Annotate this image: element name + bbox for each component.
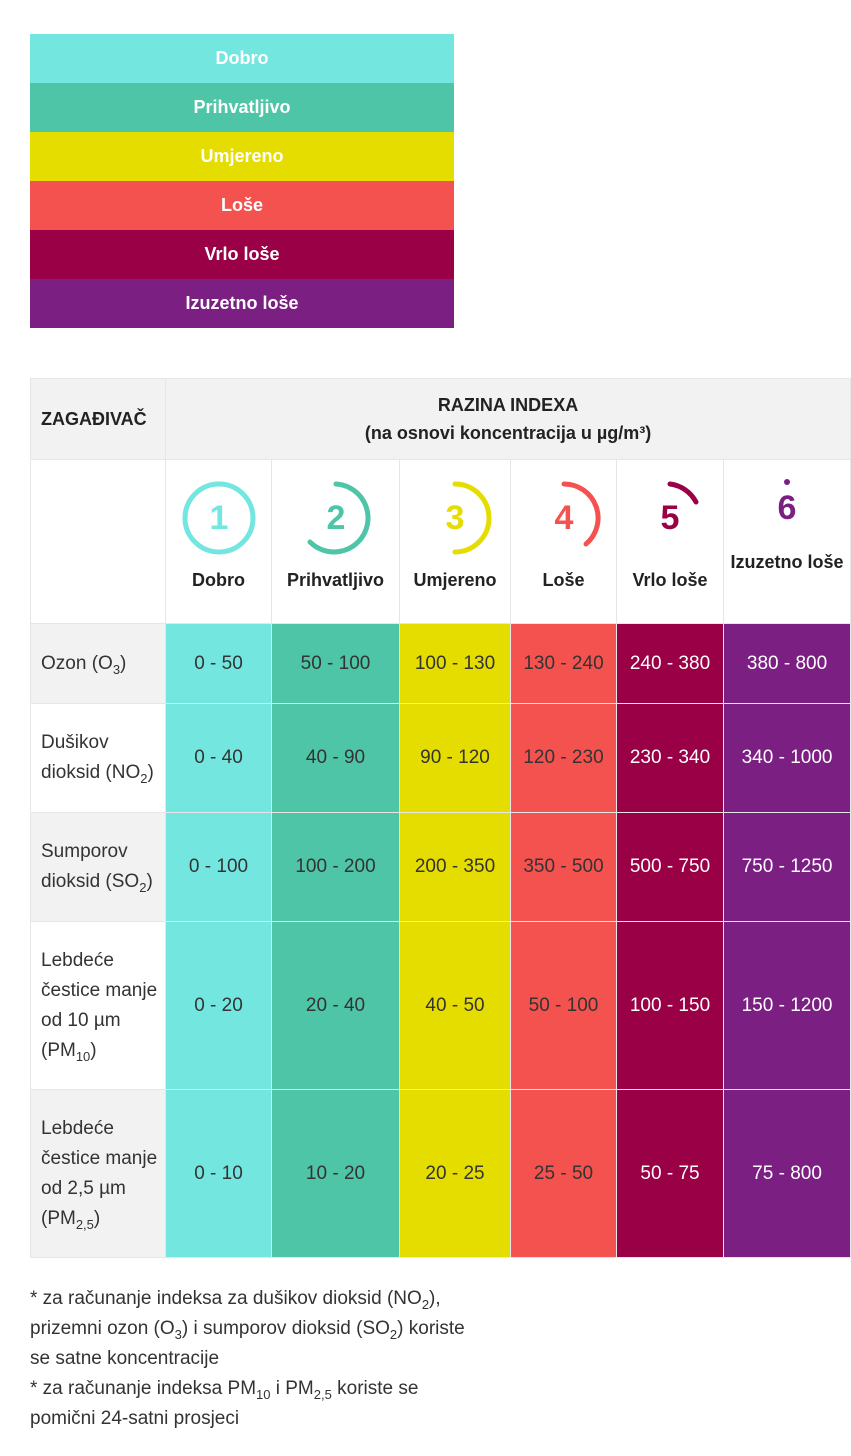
table-row xyxy=(31,813,851,922)
gauge-1-icon xyxy=(181,480,257,556)
cell-so2-2: 100 - 200 xyxy=(272,813,400,922)
cell-so2-6: 750 - 1250 xyxy=(724,813,851,922)
level-2 xyxy=(272,460,400,624)
pollutant-no2: Dušikov dioksid $(NO_2)$ xyxy=(31,704,166,813)
cell-no2-6: 340 - 1000 xyxy=(724,704,851,813)
cell-pm10-1: 0 - 20 xyxy=(166,922,272,1090)
pollutant-pm25: Lebdeće čestice manje od 2,5 µm $(PM_{2,5})$ xyxy=(31,1090,166,1258)
cell-so2-1: 0 - 100 xyxy=(166,813,272,922)
levels-row-empty xyxy=(31,460,166,624)
cell-ozone-3: 100 - 130 xyxy=(400,624,511,704)
svg-text:3: 3 xyxy=(445,499,465,537)
gauge-5-icon xyxy=(632,480,708,556)
pollutant-so2: Sumporov dioksid $(SO_2)$ xyxy=(31,813,166,922)
legend-vrlo-lose: Vrlo loše xyxy=(30,230,454,279)
level-3-name: Umjereno xyxy=(413,570,497,590)
cell-pm10-5: 100 - 150 xyxy=(617,922,724,1090)
cell-no2-3: 90 - 120 xyxy=(400,704,511,813)
table-row xyxy=(31,624,851,704)
cell-ozone-4: 130 - 240 xyxy=(511,624,617,704)
footnote-1: * za računanje indeksa za dušikov dioksid $(NO_2)$, prizemni ozon $(O_3)$ i sumporov dioksid $(SO_2)$ koriste se satne koncentracije xyxy=(30,1288,465,1369)
table-row xyxy=(31,1090,851,1258)
level-4-name: Loše xyxy=(542,570,585,590)
pollutant-ozone: Ozon $(O_3)$ xyxy=(31,624,166,704)
level-6-name: Izuzetno loše xyxy=(730,552,844,572)
cell-pm10-4: 50 - 100 xyxy=(511,922,617,1090)
index-table xyxy=(30,378,851,1258)
level-4 xyxy=(511,460,617,624)
cell-no2-5: 230 - 340 xyxy=(617,704,724,813)
cell-pm25-1: 0 - 10 xyxy=(166,1090,272,1258)
level-1-name: Dobro xyxy=(192,570,245,590)
table-row xyxy=(31,922,851,1090)
cell-ozone-5: 240 - 380 xyxy=(617,624,724,704)
cell-pm25-2: 10 - 20 xyxy=(272,1090,400,1258)
levels-row xyxy=(31,460,851,624)
cell-ozone-1: 0 - 50 xyxy=(166,624,272,704)
level-1 xyxy=(166,460,272,624)
cell-pm25-3: 20 - 25 xyxy=(400,1090,511,1258)
footnotes xyxy=(30,1284,470,1434)
header-level-subtitle: (na osnovi koncentracija u µg/m³) xyxy=(364,423,652,443)
aqi-legend xyxy=(30,34,454,328)
header-pollutant: ZAGAĐIVAČ xyxy=(31,379,166,460)
footnote-2: * za računanje indeksa $PM_{10}$ i $PM_{2,5}$ koriste se pomični 24-satni prosjeci xyxy=(30,1378,419,1429)
level-2-name: Prihvatljivo xyxy=(286,570,385,590)
cell-pm10-6: 150 - 1200 xyxy=(724,922,851,1090)
level-6 xyxy=(724,460,851,624)
gauge-6-icon xyxy=(749,470,825,546)
legend-umjereno: Umjereno xyxy=(30,132,454,181)
cell-ozone-2: 50 - 100 xyxy=(272,624,400,704)
svg-text:6: 6 xyxy=(777,489,797,527)
legend-prihvatljivo: Prihvatljivo xyxy=(30,83,454,132)
cell-no2-2: 40 - 90 xyxy=(272,704,400,813)
cell-pm10-3: 40 - 50 xyxy=(400,922,511,1090)
level-5-name: Vrlo loše xyxy=(632,570,708,590)
table-row xyxy=(31,704,851,813)
cell-pm25-4: 25 - 50 xyxy=(511,1090,617,1258)
header-index-level xyxy=(166,379,851,460)
legend-lose: Loše xyxy=(30,181,454,230)
pollutant-pm10: Lebdeće čestice manje od 10 µm $(PM_{10})$ xyxy=(31,922,166,1090)
svg-text:2: 2 xyxy=(326,499,345,537)
svg-text:4: 4 xyxy=(554,499,573,537)
header-level-title: RAZINA INDEXA xyxy=(437,395,579,415)
cell-no2-4: 120 - 230 xyxy=(511,704,617,813)
table-header-row xyxy=(31,379,851,460)
cell-so2-3: 200 - 350 xyxy=(400,813,511,922)
cell-so2-5: 500 - 750 xyxy=(617,813,724,922)
cell-pm25-6: 75 - 800 xyxy=(724,1090,851,1258)
gauge-4-icon xyxy=(526,480,602,556)
gauge-2-icon xyxy=(298,480,374,556)
level-3 xyxy=(400,460,511,624)
cell-so2-4: 350 - 500 xyxy=(511,813,617,922)
gauge-3-icon xyxy=(417,480,493,556)
svg-text:5: 5 xyxy=(660,499,680,537)
cell-pm10-2: 20 - 40 xyxy=(272,922,400,1090)
legend-dobro: Dobro xyxy=(30,34,454,83)
level-5 xyxy=(617,460,724,624)
cell-pm25-5: 50 - 75 xyxy=(617,1090,724,1258)
cell-no2-1: 0 - 40 xyxy=(166,704,272,813)
svg-text:1: 1 xyxy=(209,499,228,537)
legend-izuzetno-lose: Izuzetno loše xyxy=(30,279,454,328)
cell-ozone-6: 380 - 800 xyxy=(724,624,851,704)
